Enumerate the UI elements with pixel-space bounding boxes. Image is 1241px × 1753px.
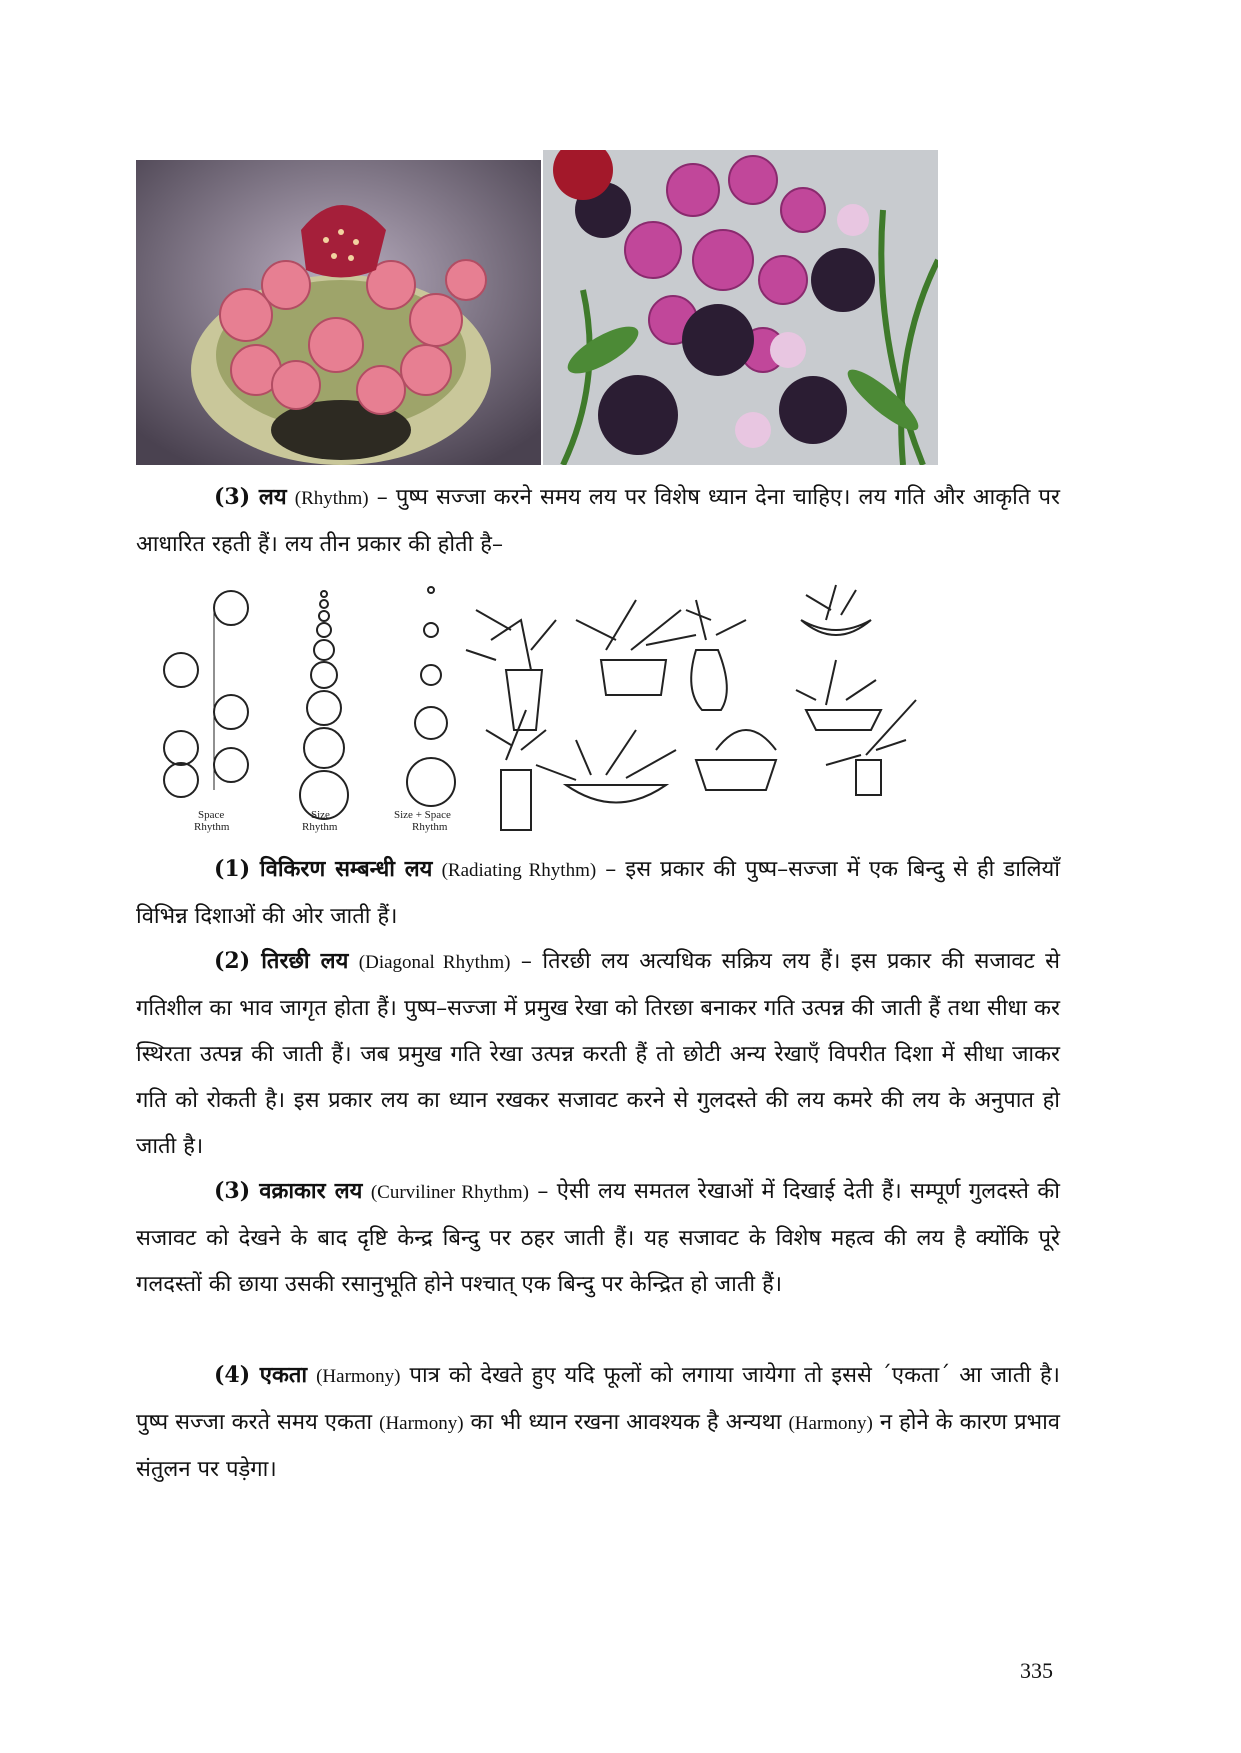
size-space-rhythm-label-2: Rhythm (412, 821, 448, 833)
rhythm-heading: (3) लय (214, 484, 287, 510)
curviliner-text: – ऐसी लय समतल रेखाओं में दिखाई देती हैं। सम्पूर्ण गुलदस्ते की सजावट को देखने के बाद दृष्टि केन्द्र बिन्दु पर ठहर जाती हैं। यह सजावट के विशेष महत्व की लय है क्योंकि पूरे गलदस्तों की छाया उसकी रसानुभूति होने पश्चात् एक बिन्दु पर केन्द्रित हो जाती हैं। (136, 1179, 1060, 1297)
rhythm-text: – पुष्प सज्जा करने समय लय पर विशेष ध्यान देना चाहिए। लय गति और आकृति पर आधारित रहती हैं। लय तीन प्रकार की होती है– (136, 485, 1060, 557)
harmony-english-term: (Harmony) (316, 1366, 401, 1387)
diagonal-english-term: (Diagonal Rhythm) (358, 952, 511, 973)
space-rhythm-label-2: Rhythm (194, 821, 230, 833)
curviliner-heading: (3) वक्राकार लय (214, 1178, 363, 1204)
radiating-heading: (1) विकिरण सम्बन्धी लय (214, 856, 433, 882)
rhythm-paragraph (136, 474, 1060, 568)
diagonal-rhythm-paragraph (136, 938, 1060, 1170)
rhythm-sketches-diagram (136, 580, 1016, 840)
harmony-english-term-2: (Harmony) (379, 1413, 464, 1434)
harmony-paragraph (136, 1352, 1060, 1493)
harmony-text-1: पात्र को देखते हुए यदि फूलों को लगाया जायेगा तो इससे ´एकता´ आ जाती है। पुष्प सज्जा करते समय एकता (136, 1363, 1060, 1435)
harmony-text-2: का भी ध्यान रखना आवश्यक है अन्यथा (463, 1410, 789, 1435)
harmony-english-term-3: (Harmony) (788, 1413, 873, 1434)
orchid-rose-arrangement-photo (543, 150, 938, 465)
radiating-english-term: (Radiating Rhythm) (441, 860, 597, 881)
size-rhythm-label-2: Rhythm (302, 821, 338, 833)
space-rhythm-label-1: Space (198, 809, 225, 821)
radiating-text: – इस प्रकार की पुष्प–सज्जा में एक बिन्दु से ही डालियाँ विभिन्न दिशाओं की ओर जाती हैं। (136, 857, 1060, 929)
rose-bouquet-photo (136, 160, 541, 465)
radiating-rhythm-paragraph (136, 846, 1060, 940)
diagonal-text: – तिरछी लय अत्यधिक सक्रिय लय हैं। इस प्रकार की सजावट से गतिशील का भाव जागृत होता हैं। पुष्प–सज्जा में प्रमुख रेखा को तिरछा बनाकर गति उत्पन्न की जाती हैं तथा सीधा कर स्थिरता उत्पन्न की जाती हैं। जब प्रमुख गति रेखा उत्पन्न करती हैं तो छोटी अन्य रेखाएँ विपरीत दिशा में सीधा जाकर गति को रोकती है। इस प्रकार लय का ध्यान रखकर सजावट करने से गुलदस्ते की लय कमरे की लय के अनुपात हो जाती है। (136, 949, 1061, 1159)
size-rhythm-label-1: Size (311, 809, 330, 821)
curviliner-english-term: (Curviliner Rhythm) (370, 1182, 529, 1203)
rhythm-english-term: (Rhythm) (294, 488, 369, 509)
page-number: 335 (1020, 1658, 1053, 1683)
diagonal-heading: (2) तिरछी लय (214, 948, 349, 974)
harmony-heading: (4) एकता (214, 1362, 308, 1388)
curviliner-rhythm-paragraph (136, 1168, 1060, 1308)
harmony-text-3: न होने के कारण प्रभाव संतुलन पर पड़ेगा। (136, 1410, 1061, 1482)
size-space-rhythm-label-1: Size + Space (394, 809, 451, 821)
